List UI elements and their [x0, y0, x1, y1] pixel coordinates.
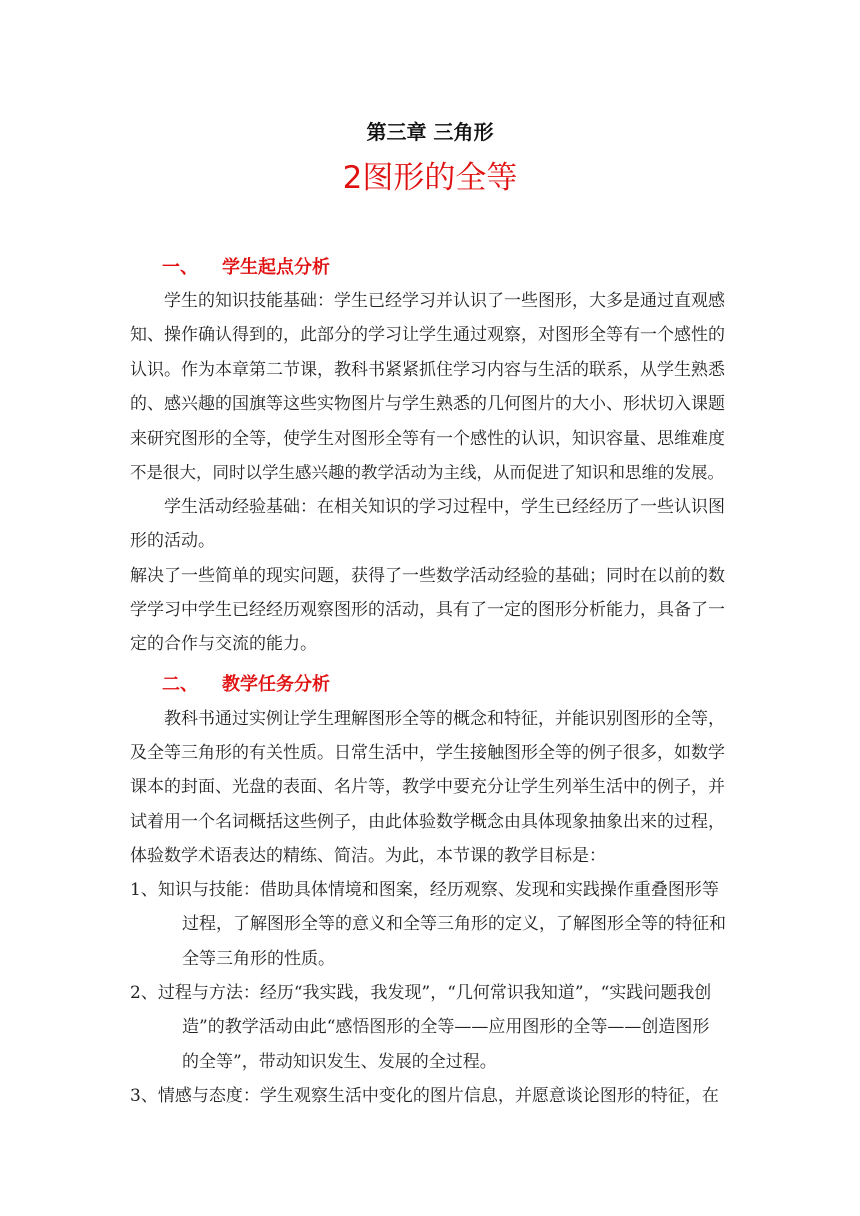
chapter-title: 第三章 三角形: [366, 120, 494, 144]
paragraph-line: 不是很大，同时以学生感兴趣的教学活动为主线，从而促进了知识和思维的发展。: [130, 463, 724, 482]
paragraph-line: 学学习中学生已经经历观察图形的活动，具有了一定的图形分析能力，具备了一: [130, 600, 725, 620]
section-heading-1: [162, 253, 330, 279]
paragraph-line: 教科书通过实例让学生理解图形全等的概念和特征，并能识别图形的全等，: [164, 709, 725, 729]
paragraph-line: 形的活动。: [130, 531, 215, 551]
paragraph-line: 解决了一些简单的现实问题，获得了一些数学活动经验的基础；同时在以前的数: [130, 566, 725, 586]
list-item: 3、情感与态度：学生观察生活中变化的图片信息，并愿意谈论图形的特征，在: [130, 1086, 719, 1106]
lesson-title: 2图形的全等: [342, 160, 518, 196]
paragraph-line: 的、感兴趣的国旗等这些实物图片与学生熟悉的几何图片的大小、形状切入课题: [130, 394, 725, 414]
paragraph-line: 认识。作为本章第二节课，教科书紧紧抓住学习内容与生活的联系，从学生熟悉: [130, 360, 725, 380]
list-item: 2、过程与方法：经历“我实践，我发现”，“几何常识我知道”，“实践问题我创: [130, 983, 712, 1003]
paragraph-line: 体验数学术语表达的精练、简洁。为此，本节课的教学目标是：: [130, 846, 606, 866]
list-item-continuation: 造”的教学活动由此“感悟图形的全等——应用图形的全等——创造图形: [182, 1017, 710, 1037]
list-item: 1、知识与技能：借助具体情境和图案，经历观察、发现和实践操作重叠图形等: [130, 880, 719, 900]
list-item-continuation: 过程，了解图形全等的意义和全等三角形的定义，了解图形全等的特征和: [182, 914, 726, 934]
section-heading-2: [162, 670, 330, 696]
paragraph-line: 定的合作与交流的能力。: [130, 634, 317, 654]
paragraph-line: 课本的封面、光盘的表面、名片等，教学中要充分让学生列举生活中的例子，并: [130, 777, 725, 797]
list-item-continuation: 的全等”，带动知识发生、发展的全过程。: [182, 1052, 497, 1072]
paragraph-line: 学生活动经验基础：在相关知识的学习过程中，学生已经经历了一些认识图: [164, 497, 725, 517]
paragraph-line: 知、操作确认得到的，此部分的学习让学生通过观察，对图形全等有一个感性的: [130, 325, 725, 345]
paragraph-line: 试着用一个名词概括这些例子，由此体验数学概念由具体现象抽象出来的过程，: [130, 812, 725, 832]
section-title: 教学任务分析: [222, 674, 330, 695]
paragraph-line: 及全等三角形的有关性质。日常生活中，学生接触图形全等的例子很多，如数学: [130, 743, 725, 763]
list-item-continuation: 全等三角形的性质。: [182, 949, 335, 969]
section-number: 一、: [162, 257, 198, 278]
paragraph-line: 来研究图形的全等，使学生对图形全等有一个感性的认识，知识容量、思维难度: [130, 429, 725, 449]
section-title: 学生起点分析: [222, 257, 330, 278]
paragraph-line: 学生的知识技能基础：学生已经学习并认识了一些图形，大多是通过直观感: [164, 291, 725, 311]
section-number: 二、: [162, 674, 198, 695]
